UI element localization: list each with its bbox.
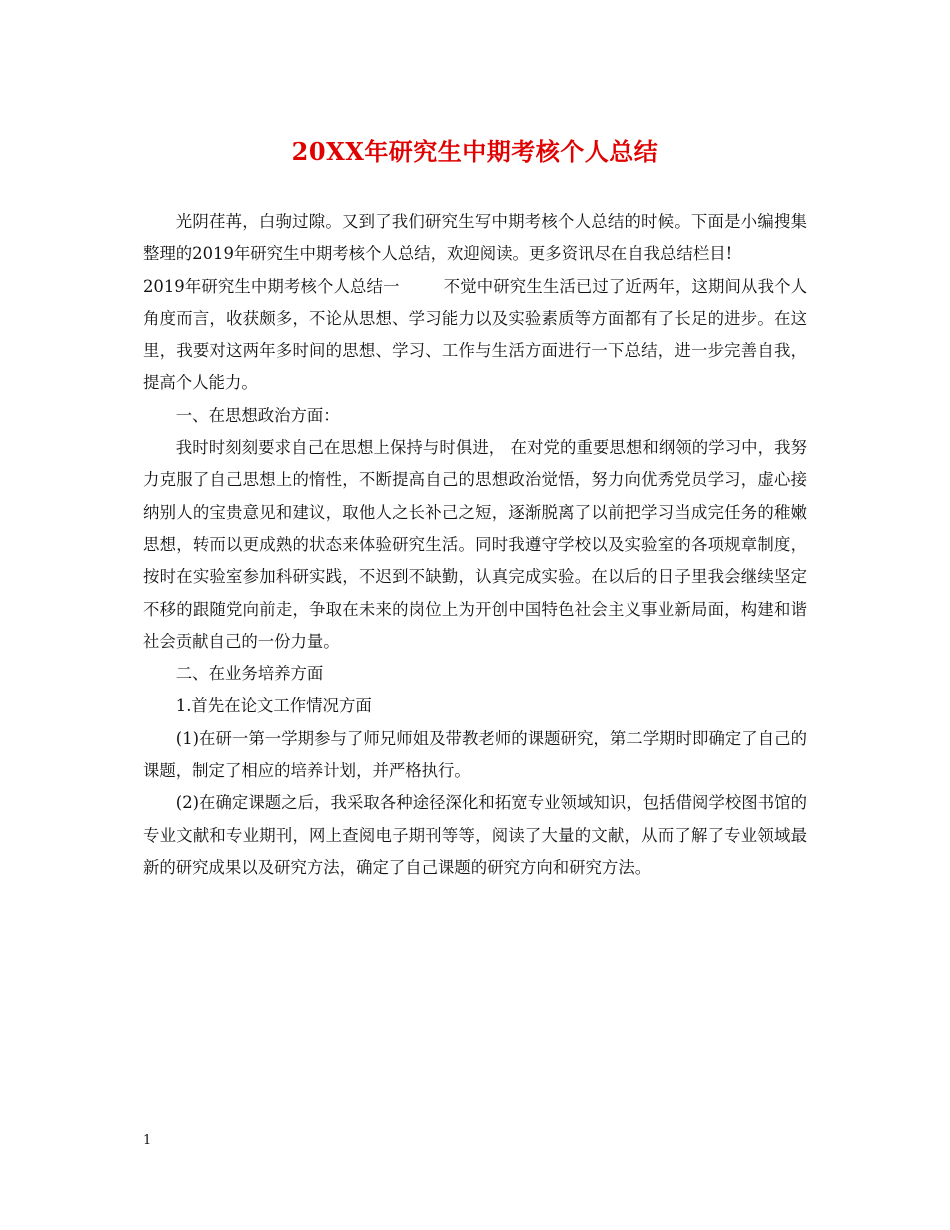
section-heading: 2019年研究生中期考核个人总结一	[143, 276, 400, 296]
document-body	[143, 206, 807, 884]
section-text: 不觉中研究生生活已过了近两年，这期间从我个人角度而言，收获颇多，不论从思想、学习能力以及实验素质等方面都有了长足的进步。在这里，我要对这两年多时间的思想、学习、工作与生活方面进行一下总结，进一步完善自我，提高个人能力。	[143, 276, 808, 393]
page-number: 1	[143, 1133, 152, 1148]
heading-political: 一、在思想政治方面：	[175, 405, 340, 425]
section-paragraph	[143, 271, 807, 400]
intro-paragraph: 光阴荏苒，白驹过隙。又到了我们研究生写中期考核个人总结的时候。下面是小编搜集整理的2019年研究生中期考核个人总结，欢迎阅读。更多资讯尽在自我总结栏目!	[143, 212, 807, 264]
thesis-item-1: (1)在研一第一学期参与了师兄师姐及带教老师的课题研究，第二学期时即确定了自己的课题，制定了相应的培养计划，并严格执行。	[143, 728, 807, 781]
thesis-item-2: (2)在确定课题之后，我采取各种途径深化和拓宽专业领域知识，包括借阅学校图书馆的专业文献和专业期刊，网上查阅电子期刊等等，阅读了大量的文献，从而了解了专业领域最新的研究成果以及研究方法，确定了自己课题的研究方向和研究方法。	[143, 793, 807, 877]
document-title: 20XX年研究生中期考核个人总结	[291, 137, 659, 166]
political-paragraph: 我时时刻刻要求自己在思想上保持与时俱进， 在对党的重要思想和纲领的学习中，我努力克服了自己思想上的惰性，不断提高自己的思想政治觉悟，努力向优秀党员学习，虚心接纳别人的宝贵意见和建议，取他人之长补己之短，逐渐脱离了以前把学习当成完任务的稚嫩思想，转而以更成熟的状态来体验研究生活。同时我遵守学校以及实验室的各项规章制度，按时在实验室参加科研实践，不迟到不缺勤，认真完成实验。在以后的日子里我会继续坚定不移的跟随党向前走，争取在未来的岗位上为开创中国特色社会主义事业新局面，构建和谐社会贡献自己的一份力量。	[143, 438, 807, 651]
heading-thesis-work: 1.首先在论文工作情况方面	[175, 696, 372, 716]
heading-professional: 二、在业务培养方面	[175, 664, 324, 684]
